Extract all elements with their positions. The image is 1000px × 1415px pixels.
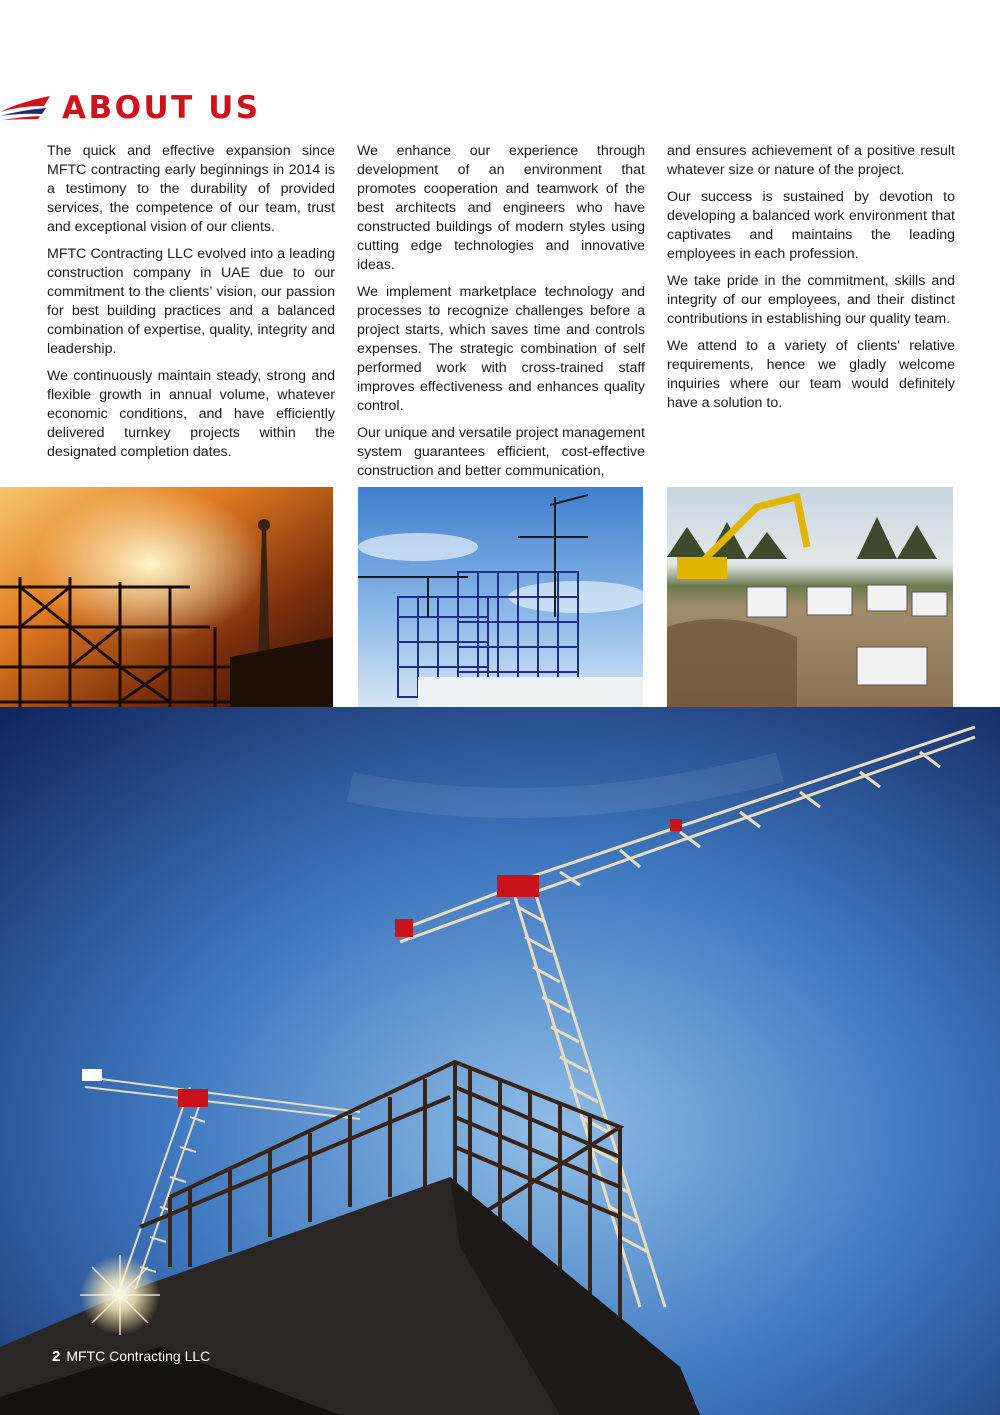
- paragraph: The quick and effective expansion since MFTC contracting early beginnings in 2014 is a testimony to the durability of provided services, the competence of our team, trust and exceptional vision of our clients.: [47, 143, 335, 235]
- footer-company-name: MFTC Contracting LLC: [66, 1348, 211, 1364]
- text-column-2: [357, 142, 645, 489]
- paragraph: and ensures achievement of a positive result whatever size or nature of the project.: [667, 143, 955, 178]
- crane-hero-photo: [0, 707, 1000, 1415]
- steel-frame-cranes-photo: [358, 487, 643, 707]
- page-title: ABOUT US: [62, 90, 261, 126]
- paragraph: We enhance our experience through development of an environment that promotes cooperation and teamwork of the best architects and engineers who have constructed buildings of modern styles using cutting edge technologies and innovative ideas.: [357, 143, 645, 273]
- paragraph: We continuously maintain steady, strong and flexible growth in annual volume, whatever economic conditions, and have efficiently delivered turnkey projects within the designated completion dates.: [47, 368, 335, 460]
- paragraph: We take pride in the commitment, skills and integrity of our employees, and their distinct contributions in establishing our quality team.: [667, 273, 955, 327]
- paragraph: MFTC Contracting LLC evolved into a leading construction company in UAE due to our commitment to the clients’ vision, our passion for best building practices and a balanced combination of expertise, quality, integrity and leadership.: [47, 246, 335, 357]
- excavator-site-photo: [667, 487, 953, 707]
- paragraph: Our unique and versatile project management system guarantees efficient, cost-effective construction and better communication,: [357, 425, 645, 479]
- paragraph: Our success is sustained by devotion to developing a balanced work environment that captivates and maintains the leading employees in each profession.: [667, 189, 955, 262]
- swoosh-flag-icon: [0, 90, 54, 124]
- text-column-1: [47, 142, 335, 470]
- page-number: 2: [52, 1348, 61, 1365]
- page-footer: [52, 1347, 210, 1366]
- welding-scaffold-photo: [0, 487, 333, 707]
- paragraph: We implement marketplace technology and processes to recognize challenges before a project starts, which saves time and controls expenses. The strategic combination of self performed work with cross-trained staff improves effectiveness and enhances quality control.: [357, 284, 645, 414]
- paragraph: We attend to a variety of clients' relative requirements, hence we gladly welcome inquiries where our team would definitely have a solution to.: [667, 338, 955, 411]
- section-heading: [0, 88, 400, 128]
- text-column-3: [667, 142, 955, 421]
